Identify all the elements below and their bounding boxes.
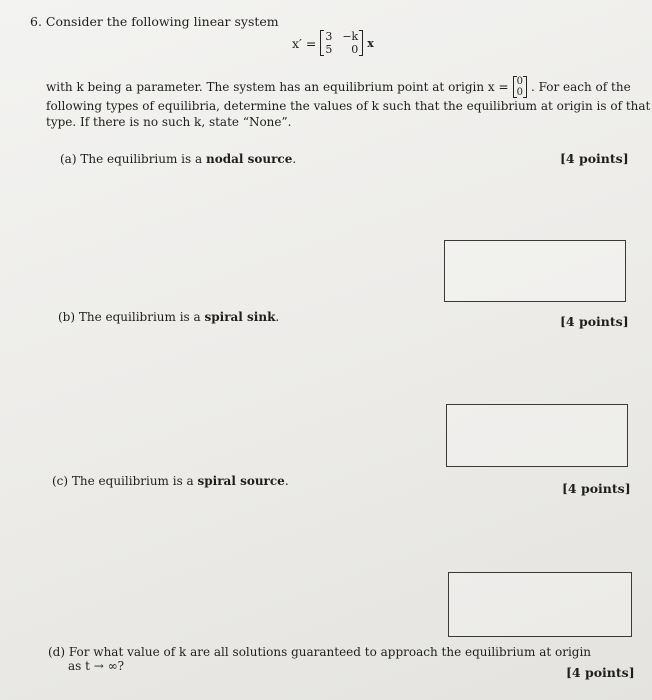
matrix-entry: 0 — [351, 43, 359, 56]
equation-lhs: x′ = — [292, 35, 317, 51]
matrix-entry: −k — [342, 30, 359, 43]
question-a — [60, 152, 296, 166]
question-d: (d) For what value of k are all solutions guaranteed to approach the equilibrium at origin — [48, 645, 592, 659]
question-a-points: [4 points] — [560, 151, 629, 166]
equation-rhs-var: x — [367, 36, 374, 50]
question-b — [58, 310, 279, 324]
matrix-entry: 5 — [325, 43, 333, 56]
paragraph-text-1: with k being a parameter. The system has an equilibrium point at origin x = — [46, 80, 509, 94]
question-a-end: . — [292, 152, 297, 166]
answer-box-b[interactable] — [446, 404, 628, 467]
question-d-points: [4 points] — [566, 665, 635, 680]
question-a-text: (a) The equilibrium is a — [60, 152, 206, 166]
coefficient-matrix — [320, 30, 363, 56]
question-c-points: [4 points] — [562, 481, 631, 496]
paragraph-text-1-end: . For each of the — [530, 80, 631, 94]
question-c-term: spiral source — [197, 474, 285, 488]
question-d-line2: as t → ∞? — [68, 659, 125, 673]
system-equation — [292, 30, 374, 56]
question-c-text: (c) The equilibrium is a — [52, 474, 198, 488]
origin-vector — [513, 76, 527, 98]
question-c — [52, 474, 289, 488]
question-b-end: . — [275, 310, 280, 324]
question-b-text: (b) The equilibrium is a — [58, 310, 205, 324]
question-a-term: nodal source — [205, 152, 293, 166]
problem-title: 6. Consider the following linear system — [30, 14, 279, 29]
answer-box-a[interactable] — [444, 240, 626, 302]
matrix-entry: 3 — [325, 30, 333, 43]
answer-box-c[interactable] — [448, 572, 632, 637]
question-c-end: . — [284, 474, 289, 488]
paragraph-line-2: following types of equilibria, determine the values of k such that the equilibrium at origin is of that — [46, 99, 651, 113]
question-b-points: [4 points] — [560, 314, 629, 329]
paragraph-line-1 — [46, 76, 631, 98]
paragraph-line-3: type. If there is no such k, state “None”. — [46, 115, 292, 129]
question-b-term: spiral sink — [204, 310, 276, 324]
vector-entry: 0 — [516, 87, 523, 98]
vector-entry: 0 — [516, 76, 523, 87]
